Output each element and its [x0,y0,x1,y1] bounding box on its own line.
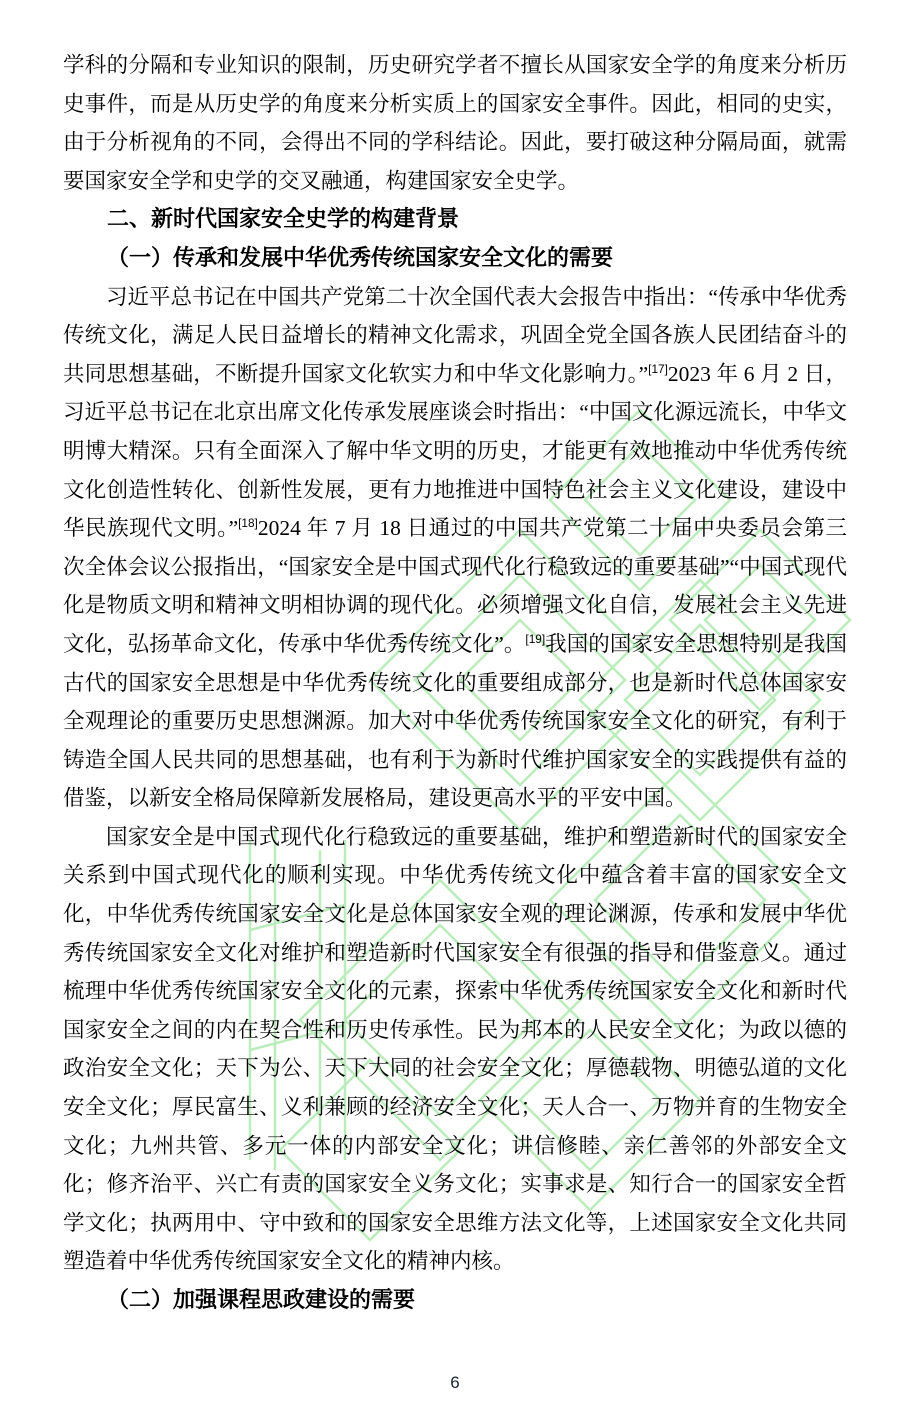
paragraph-analysis: 国家安全是中国式现代化行稳致远的重要基础，维护和塑造新时代的国家安全关系到中国式现代化的顺利实现。中华优秀传统文化中蕴含着丰富的国家安全文化，中华优秀传统国家安全文化是总体国家安全观的理论渊源，传承和发展中华优秀传统国家安全文化对维护和塑造新时代国家安全有很强的指导和借鉴意义。通过梳理中华优秀传统国家安全文化的元素，探索中华优秀传统国家安全文化和新时代国家安全之间的内在契合性和历史传承性。民为邦本的人民安全文化；为政以德的政治安全文化；天下为公、天下大同的社会安全文化；厚德载物、明德弘道的文化安全文化；厚民富生、义利兼顾的经济安全文化；天人合一、万物并育的生物安全文化；九州共管、多元一体的内部安全文化；讲信修睦、亲仁善邻的外部安全文化；修齐治平、兴亡有责的国家安全义务文化；实事求是、知行合一的国家安全哲学文化；执两用中、守中致和的国家安全思维方法文化等，上述国家安全文化共同塑造着中华优秀传统国家安全文化的精神内核。 [63,824,847,1274]
page-content [63,46,847,1320]
paragraph-continued: 学科的分隔和专业知识的限制，历史研究学者不擅长从国家安全学的角度来分析历史事件，而是从历史学的角度来分析实质上的国家安全事件。因此，相同的史实，由于分析视角的不同，会得出不同的学科结论。因此，要打破这种分隔局面，就需要国家安全学和史学的交叉融通，构建国家安全史学。 [63,53,847,193]
subsection-heading-2: （二）加强课程思政建设的需要 [107,1287,416,1312]
subsection-heading-1: （一）传承和发展中华优秀传统国家安全文化的需要 [107,244,614,270]
paragraph-quotes: 习近平总书记在中国共产党第二十次全国代表大会报告中指出：“传承中华优秀传统文化，满足人民日益增长的精神文化需求，巩固全党全国各族人民团结奋斗的共同思想基础，不断提升国家文化软实力和中华文化影响力。”[17]2023 年 6 月 2 日，习近平总书记在北京出席文化传承发展座谈会时指出：“中国文化源远流长，中华文明博大精深。只有全面深入了解中华文明的历史，才能更有效地推动中华优秀传统文化创造性转化、创新性发展，更有力地推进中国特色社会主义文化建设，建设中华民族现代文明。”[18]2024 年 7 月 18 日通过的中国共产党第二十届中央委员会第三次全体会议公报指出，“国家安全是中国式现代化行稳致远的重要基础”“中国式现代化是物质文明和精神文明相协调的现代化。必须增强文化自信，发展社会主义先进文化，弘扬革命文化，传承中华优秀传统文化”。[19]我国的国家安全思想特别是我国古代的国家安全思想是中华优秀传统文化的重要组成部分，也是新时代总体国家安全观理论的重要历史思想渊源。加大对中华优秀传统国家安全文化的研究，有利于铸造全国人民共同的思想基础，也有利于为新时代维护国家安全的实践提供有益的借鉴，以新安全格局保障新发展格局，建设更高水平的平安中国。 [63,284,847,811]
section-heading: 二、新时代国家安全史学的构建背景 [107,206,460,232]
page-number: 6 [450,1373,460,1392]
